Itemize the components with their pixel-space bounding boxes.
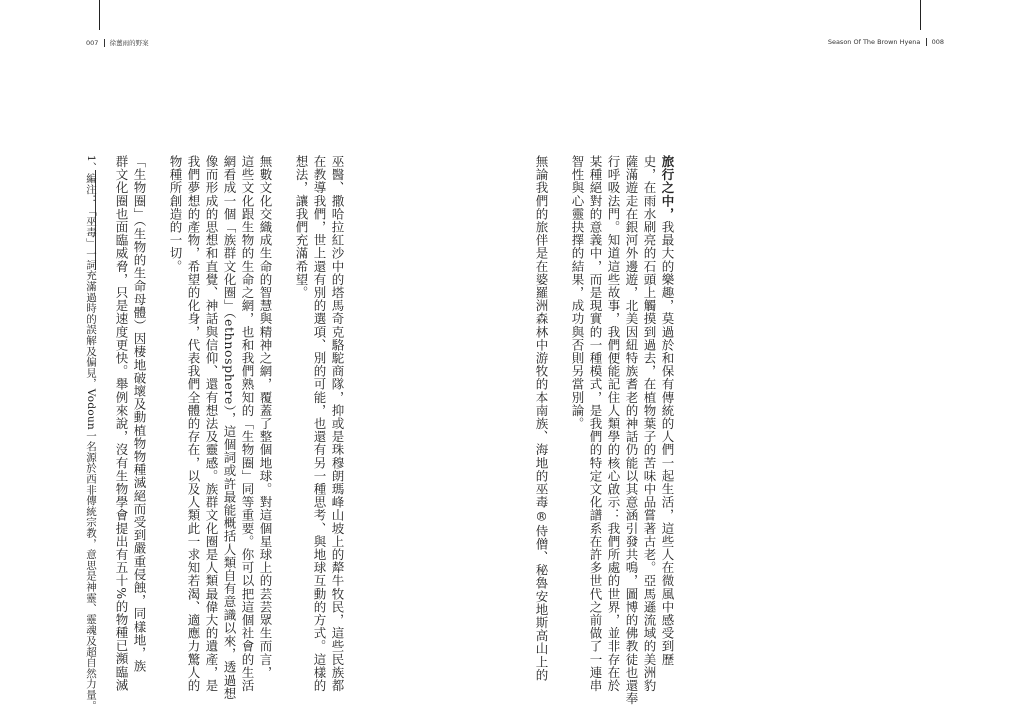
left-line-8: 像而形成的思想和直覺、神話與信仰、還有想法及靈感。族群文化圈是人類最偉大的遺產，是 bbox=[204, 155, 219, 693]
right-line-6: 智性與心靈抉擇的結果，成功與否則另當別論。 bbox=[570, 155, 585, 431]
right-line-1: 旅行之中，我最大的樂趣，莫過於和保有傳統的人們一起生活，這些人在微風中感受到歷 bbox=[660, 155, 675, 666]
left-line-4 bbox=[274, 155, 292, 700]
left-line-13: 群文化圈也面臨威脅，只是速度更快。舉例來說，沒有生物學會提出有五十%的物種已瀕臨滅 bbox=[114, 155, 129, 692]
right-line-5: 某種絕對的意義中，而是現實的一種模式，是我們的特定文化譜系在許多世代之前做了一連串 bbox=[588, 155, 603, 693]
left-line-12: 「生物圈」（生物的生命母體）因棲地破壞及動植物物種滅絕而受到嚴重侵蝕，同樣地，族 bbox=[132, 155, 147, 673]
right-line-8: 無論我們的旅伴是在婆羅洲森林中游牧的本南族、海地的巫毒®侍僧、秘魯安地斯高山上的 bbox=[534, 155, 549, 682]
right-page-number: 008 bbox=[931, 38, 944, 46]
left-line-7: 網看成一個「族群文化圈」（ethnosphere），這個詞或許最能概括人類自有意識以來，透過想 bbox=[222, 155, 237, 700]
right-line-2: 史，在雨水刷亮的石頭上觸摸到過去，在植物葉子的苦味中品嘗著古老。亞馬遜流域的美洲豹 bbox=[642, 155, 657, 693]
crop-mark-right bbox=[920, 0, 921, 30]
left-line-1: 巫醫、撒哈拉紅沙中的塔馬奇克駱駝商隊，抑或是珠穆朗瑪峰山坡上的犛牛牧民，這些民族都 bbox=[330, 155, 345, 693]
left-page-number: 007 bbox=[86, 39, 99, 47]
left-line-9: 我們夢想的產物，希望的化身，代表我們全體的存在，以及人類此一求知若渴、適應力驚人的 bbox=[186, 155, 201, 693]
left-line-5: 無數文化交織成生命的智慧與精神之網，覆蓋了整個地球。對這個星球上的芸芸眾生而言， bbox=[258, 155, 273, 679]
lead-phrase: 旅行之中， bbox=[660, 155, 675, 221]
left-line-10: 物種所創造的一切。 bbox=[168, 155, 183, 273]
left-header bbox=[86, 38, 149, 47]
left-line-6: 這些文化跟生物的生命之網，也和我們熟知的「生物圈」同等重要。你可以把這個社會的生活 bbox=[240, 155, 255, 693]
left-running-title: 徐薑雨的野案 bbox=[109, 39, 149, 47]
right-line-7 bbox=[550, 155, 568, 705]
right-running-title: Season Of The Brown Hyena bbox=[827, 38, 921, 46]
right-line-4: 行呼吸法門。知道這些故事，我們便能記住人類學的核心啟示：我們所處的世界，並非存在於 bbox=[606, 155, 621, 693]
left-page-text bbox=[112, 155, 346, 700]
left-line-2: 在教導我們，世上還有別的選項、別的可能，也還有另一種思考、與地球互動的方式。這樣的 bbox=[312, 155, 327, 693]
left-line-11 bbox=[148, 155, 166, 700]
footnote: 1、編注：「巫毒」一詞充滿過時的誤解及偏見，Vodoun一名源於西非傳統宗教，意思是神靈、靈魂及超自然力量。 bbox=[85, 155, 97, 711]
right-header bbox=[828, 38, 944, 46]
crop-mark-left bbox=[99, 0, 100, 30]
right-page-text bbox=[532, 155, 676, 705]
right-line-3: 薩滿遊走在銀河外邊遊，北美因紐特族耆老的神話仍能以其意涵引發共鳴，圖博的佛教徒也還奉 bbox=[624, 155, 639, 706]
left-line-3: 想法，讓我們充滿希望。 bbox=[294, 155, 309, 300]
